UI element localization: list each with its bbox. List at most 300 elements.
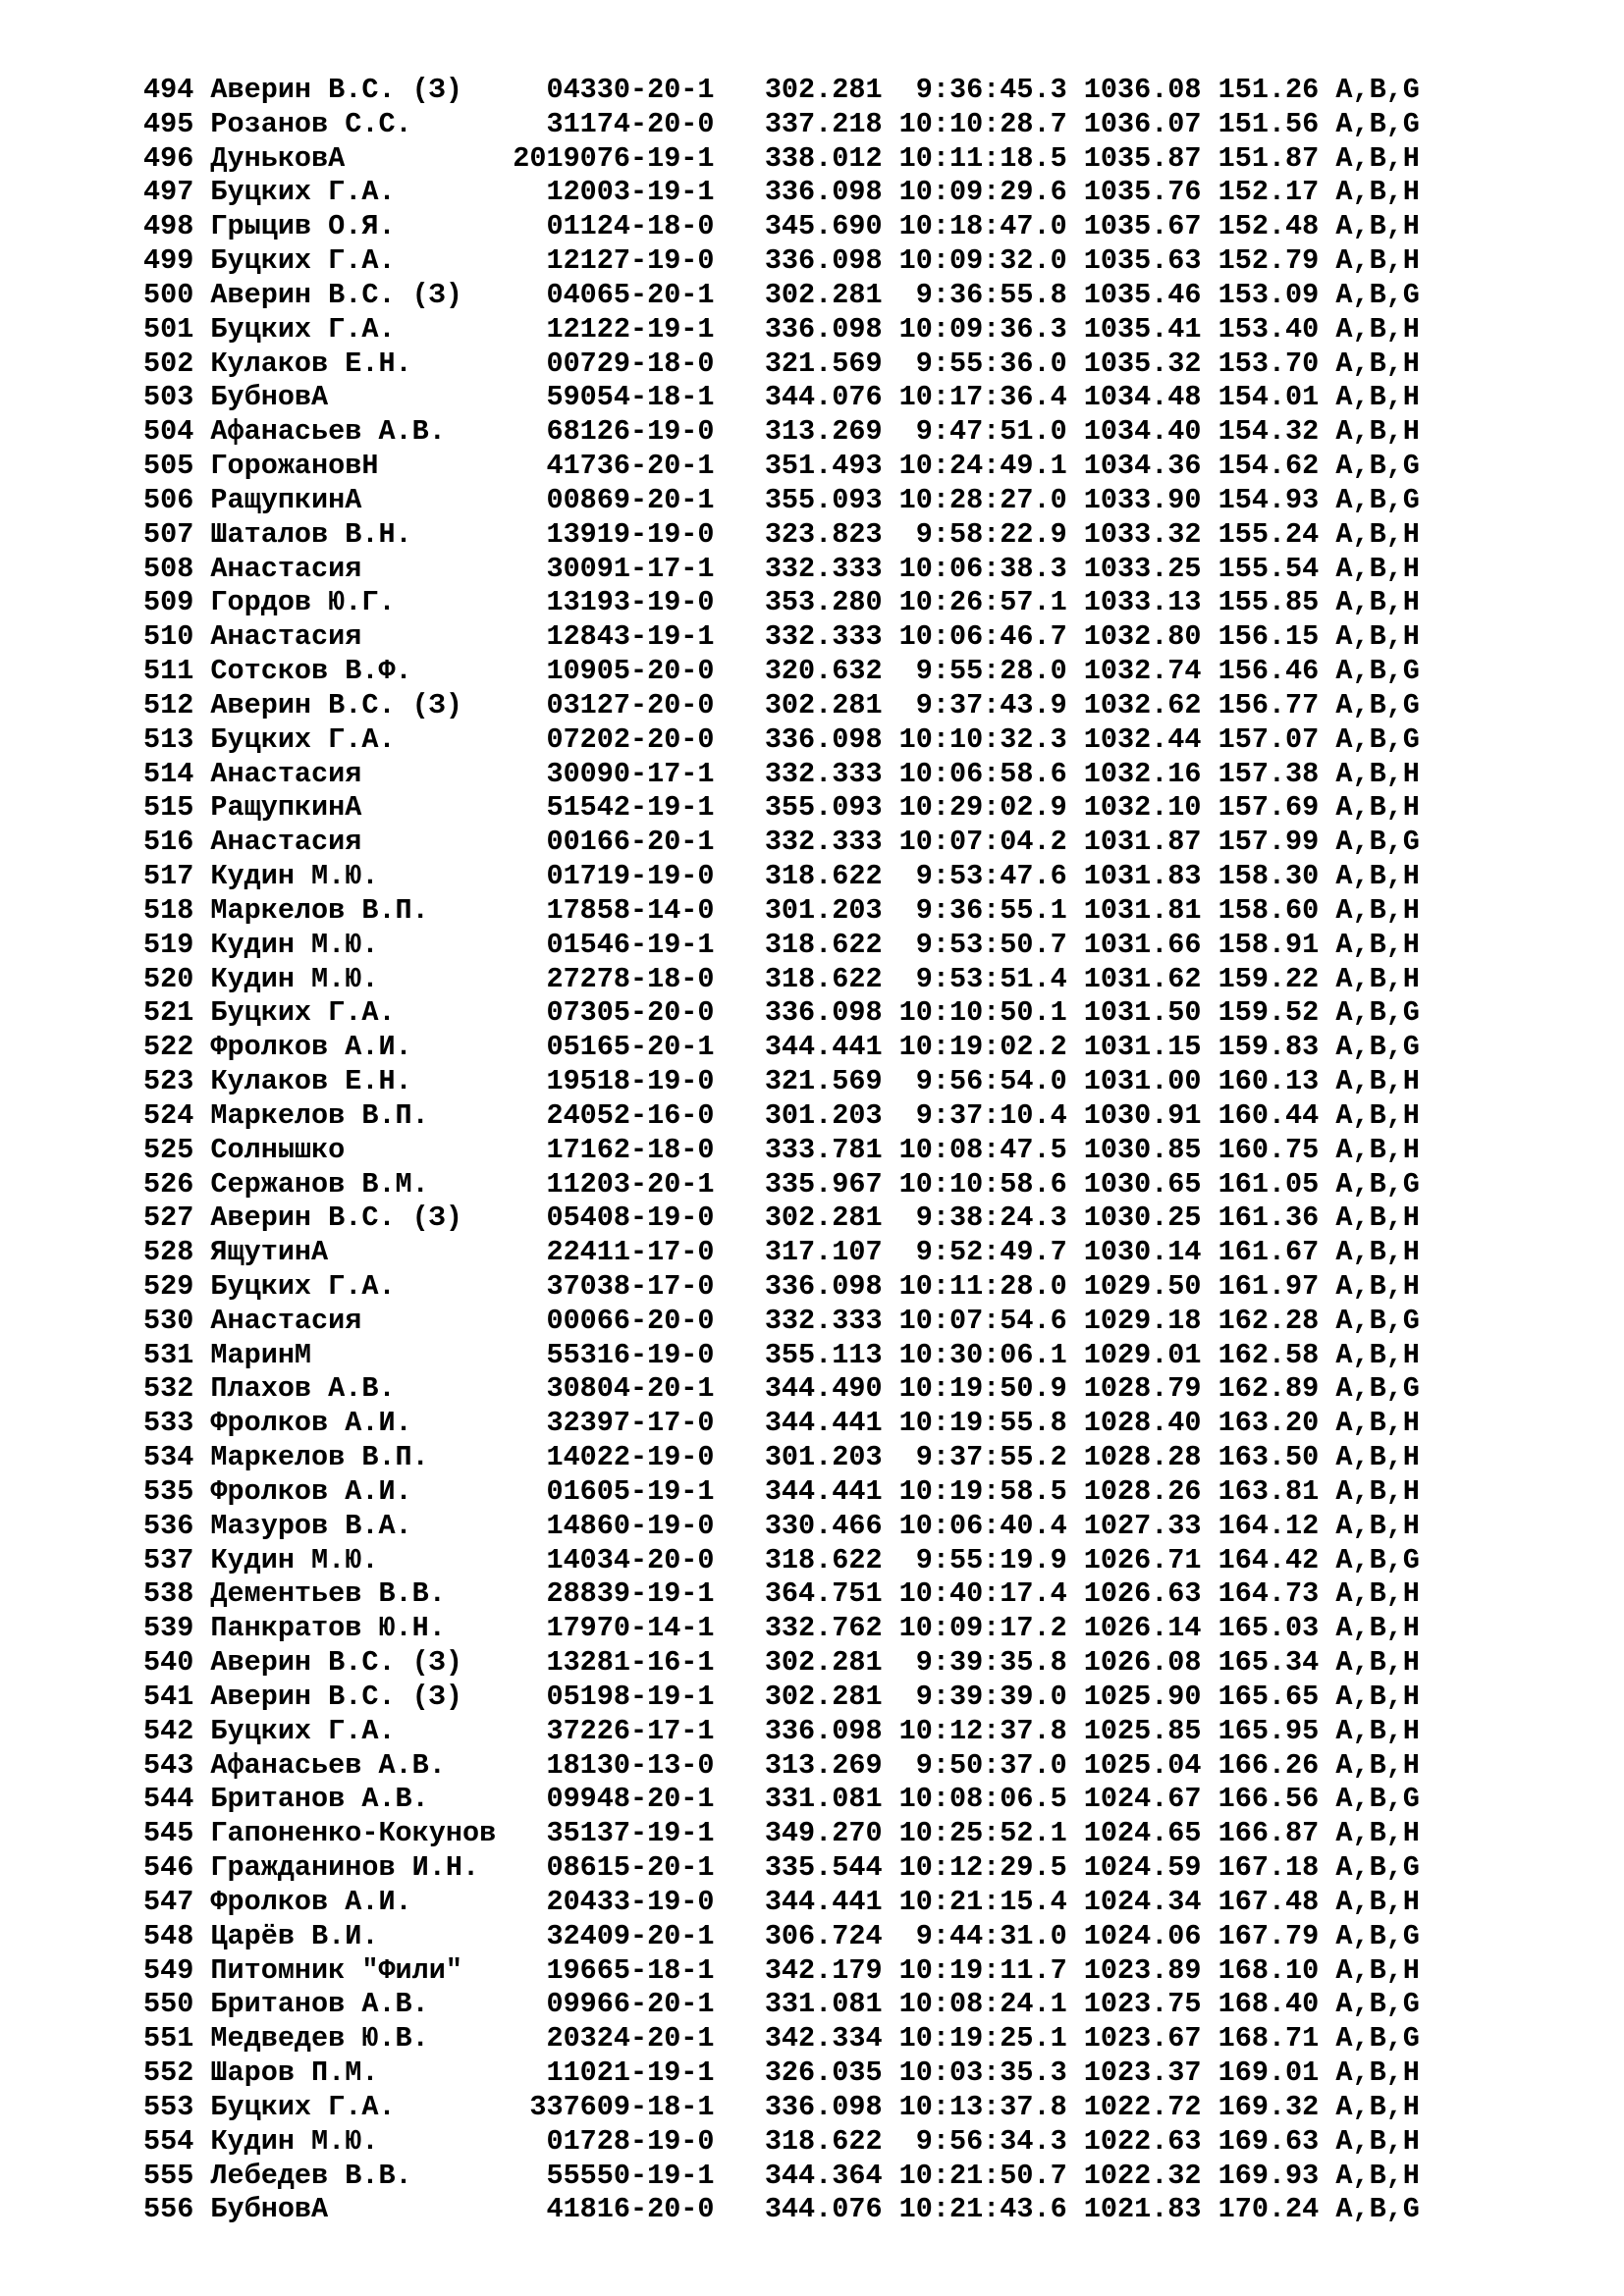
owner-name: Аверин В.С. (З) (210, 1680, 497, 1713)
ring-number: 00869-20-1 (496, 483, 765, 516)
table-row (143, 1099, 1420, 1134)
points: 152.17 (1218, 176, 1336, 209)
rank: 504 (143, 415, 211, 449)
owner-name: Буцких Г.А. (210, 1269, 497, 1303)
owner-name: Кулаков Е.Н. (210, 347, 497, 380)
distance: 336.098 (764, 722, 899, 756)
distance: 336.098 (764, 1714, 899, 1747)
table-row (143, 484, 1420, 518)
arrival-time: 10:19:02.2 (898, 1031, 1084, 1064)
rank: 548 (143, 1919, 211, 1952)
arrival-time: 10:29:02.9 (898, 791, 1084, 825)
distance: 323.823 (764, 517, 899, 551)
class-codes: A,B,H (1335, 962, 1420, 995)
speed: 1028.40 (1083, 1407, 1218, 1440)
ring-number: 05165-20-1 (496, 1031, 765, 1064)
points: 157.07 (1218, 722, 1336, 756)
ring-number: 51542-19-1 (496, 791, 765, 825)
points: 154.62 (1218, 450, 1336, 483)
points: 155.85 (1218, 586, 1336, 619)
owner-name: Буцких Г.А. (210, 176, 497, 209)
class-codes: A,B,H (1335, 381, 1420, 414)
ring-number: 28839-19-1 (496, 1577, 765, 1611)
distance: 318.622 (764, 2124, 899, 2158)
owner-name: Сотсков В.Ф. (210, 655, 497, 688)
distance: 321.569 (764, 1065, 899, 1098)
rank: 498 (143, 210, 211, 243)
distance: 301.203 (764, 1441, 899, 1474)
points: 167.79 (1218, 1919, 1336, 1952)
arrival-time: 9:44:31.0 (898, 1919, 1084, 1952)
speed: 1035.67 (1083, 210, 1218, 243)
rank: 512 (143, 688, 211, 721)
arrival-time: 10:25:52.1 (898, 1817, 1084, 1850)
class-codes: A,B,H (1335, 141, 1420, 175)
owner-name: Буцких Г.А. (210, 244, 497, 278)
owner-name: Маркелов В.П. (210, 1441, 497, 1474)
points: 161.67 (1218, 1236, 1336, 1269)
speed: 1021.83 (1083, 2193, 1218, 2226)
speed: 1030.91 (1083, 1098, 1218, 1132)
ring-number: 13919-19-0 (496, 517, 765, 551)
distance: 342.179 (764, 1953, 899, 1987)
points: 161.97 (1218, 1269, 1336, 1303)
arrival-time: 10:10:28.7 (898, 107, 1084, 140)
distance: 318.622 (764, 860, 899, 893)
rank: 501 (143, 312, 211, 346)
owner-name: Гордов Ю.Г. (210, 586, 497, 619)
points: 154.93 (1218, 483, 1336, 516)
class-codes: A,B,H (1335, 415, 1420, 449)
table-row (143, 74, 1420, 108)
rank: 531 (143, 1338, 211, 1371)
owner-name: БубновА (210, 381, 497, 414)
class-codes: A,B,H (1335, 1065, 1420, 1098)
speed: 1036.08 (1083, 74, 1218, 106)
table-row (143, 586, 1420, 620)
speed: 1032.44 (1083, 722, 1218, 756)
ring-number: 17858-14-0 (496, 893, 765, 927)
class-codes: A,B,G (1335, 1783, 1420, 1816)
class-codes: A,B,H (1335, 2159, 1420, 2192)
ring-number: 14022-19-0 (496, 1441, 765, 1474)
arrival-time: 10:19:58.5 (898, 1474, 1084, 1508)
arrival-time: 9:47:51.0 (898, 415, 1084, 449)
class-codes: A,B,H (1335, 312, 1420, 346)
arrival-time: 10:06:46.7 (898, 620, 1084, 654)
distance: 342.334 (764, 2022, 899, 2056)
class-codes: A,B,H (1335, 2124, 1420, 2158)
ring-number: 01728-19-0 (496, 2124, 765, 2158)
table-row (143, 2193, 1420, 2227)
class-codes: A,B,H (1335, 517, 1420, 551)
distance: 336.098 (764, 176, 899, 209)
distance: 335.967 (764, 1167, 899, 1201)
ring-number: 04065-20-1 (496, 278, 765, 311)
table-row (143, 758, 1420, 792)
table-row (143, 553, 1420, 587)
table-row (143, 1201, 1420, 1236)
rank: 511 (143, 655, 211, 688)
points: 160.75 (1218, 1133, 1336, 1166)
rank: 524 (143, 1098, 211, 1132)
owner-name: Медведев Ю.В. (210, 2022, 497, 2056)
owner-name: Лебедев В.В. (210, 2159, 497, 2192)
class-codes: A,B,H (1335, 1441, 1420, 1474)
distance: 313.269 (764, 415, 899, 449)
ring-number: 13281-16-1 (496, 1646, 765, 1680)
owner-name: Буцких Г.А. (210, 312, 497, 346)
speed: 1028.28 (1083, 1441, 1218, 1474)
points: 156.46 (1218, 655, 1336, 688)
ring-number: 55550-19-1 (496, 2159, 765, 2192)
table-row (143, 1339, 1420, 1373)
distance: 351.493 (764, 450, 899, 483)
distance: 318.622 (764, 962, 899, 995)
ring-number: 59054-18-1 (496, 381, 765, 414)
rank: 537 (143, 1543, 211, 1576)
table-row (143, 860, 1420, 894)
ring-number: 12843-19-1 (496, 620, 765, 654)
class-codes: A,B,G (1335, 1304, 1420, 1337)
arrival-time: 10:21:15.4 (898, 1885, 1084, 1918)
arrival-time: 10:17:36.4 (898, 381, 1084, 414)
owner-name: Анастасия (210, 552, 497, 585)
arrival-time: 10:21:43.6 (898, 2193, 1084, 2226)
owner-name: Кулаков Е.Н. (210, 1065, 497, 1098)
distance: 301.203 (764, 1098, 899, 1132)
table-row (143, 1134, 1420, 1168)
arrival-time: 9:53:50.7 (898, 928, 1084, 961)
points: 158.60 (1218, 893, 1336, 927)
rank: 534 (143, 1441, 211, 1474)
class-codes: A,B,G (1335, 722, 1420, 756)
speed: 1031.15 (1083, 1031, 1218, 1064)
points: 170.24 (1218, 2193, 1336, 2226)
rank: 546 (143, 1851, 211, 1885)
ring-number: 19665-18-1 (496, 1953, 765, 1987)
owner-name: Солнышко (210, 1133, 497, 1166)
class-codes: A,B,G (1335, 450, 1420, 483)
table-row (143, 1954, 1420, 1989)
arrival-time: 9:38:24.3 (898, 1201, 1084, 1235)
speed: 1032.10 (1083, 791, 1218, 825)
table-row (143, 1065, 1420, 1099)
distance: 332.333 (764, 552, 899, 585)
ring-number: 2019076-19-1 (496, 141, 765, 175)
owner-name: Кудин М.Ю. (210, 860, 497, 893)
table-row (143, 210, 1420, 244)
ring-number: 07202-20-0 (496, 722, 765, 756)
points: 151.56 (1218, 107, 1336, 140)
points: 169.93 (1218, 2159, 1336, 2192)
points: 152.48 (1218, 210, 1336, 243)
arrival-time: 9:37:55.2 (898, 1441, 1084, 1474)
rank: 523 (143, 1065, 211, 1098)
points: 163.50 (1218, 1441, 1336, 1474)
table-row (143, 450, 1420, 484)
ring-number: 30091-17-1 (496, 552, 765, 585)
ring-number: 07305-20-0 (496, 996, 765, 1030)
table-row (143, 894, 1420, 929)
distance: 336.098 (764, 244, 899, 278)
table-row (143, 996, 1420, 1031)
table-row (143, 244, 1420, 279)
table-row (143, 689, 1420, 723)
class-codes: A,B,H (1335, 1269, 1420, 1303)
speed: 1035.87 (1083, 141, 1218, 175)
table-row (143, 791, 1420, 826)
class-codes: A,B,G (1335, 1851, 1420, 1885)
distance: 336.098 (764, 2090, 899, 2123)
arrival-time: 9:37:43.9 (898, 688, 1084, 721)
ring-number: 17970-14-1 (496, 1612, 765, 1645)
arrival-time: 10:40:17.4 (898, 1577, 1084, 1611)
rank: 510 (143, 620, 211, 654)
speed: 1022.32 (1083, 2159, 1218, 2192)
speed: 1024.34 (1083, 1885, 1218, 1918)
ring-number: 35137-19-1 (496, 1817, 765, 1850)
points: 159.83 (1218, 1031, 1336, 1064)
arrival-time: 10:09:36.3 (898, 312, 1084, 346)
ring-number: 19518-19-0 (496, 1065, 765, 1098)
points: 169.01 (1218, 2056, 1336, 2090)
distance: 331.081 (764, 1988, 899, 2021)
rank: 544 (143, 1783, 211, 1816)
rank: 552 (143, 2056, 211, 2090)
arrival-time: 10:12:37.8 (898, 1714, 1084, 1747)
class-codes: A,B,H (1335, 1714, 1420, 1747)
ring-number: 37226-17-1 (496, 1714, 765, 1747)
distance: 326.035 (764, 2056, 899, 2090)
class-codes: A,B,H (1335, 620, 1420, 654)
ring-number: 30804-20-1 (496, 1372, 765, 1406)
rank: 529 (143, 1269, 211, 1303)
distance: 313.269 (764, 1748, 899, 1782)
class-codes: A,B,G (1335, 2022, 1420, 2056)
speed: 1033.25 (1083, 552, 1218, 585)
table-row (143, 723, 1420, 758)
speed: 1031.87 (1083, 826, 1218, 859)
distance: 344.076 (764, 2193, 899, 2226)
results-table (143, 74, 1420, 2227)
speed: 1027.33 (1083, 1509, 1218, 1542)
speed: 1031.50 (1083, 996, 1218, 1030)
speed: 1033.90 (1083, 483, 1218, 516)
rank: 509 (143, 586, 211, 619)
rank: 506 (143, 483, 211, 516)
rank: 500 (143, 278, 211, 311)
points: 154.01 (1218, 381, 1336, 414)
class-codes: A,B,H (1335, 1817, 1420, 1850)
speed: 1022.63 (1083, 2124, 1218, 2158)
owner-name: Розанов С.С. (210, 107, 497, 140)
owner-name: Британов А.В. (210, 1988, 497, 2021)
distance: 332.762 (764, 1612, 899, 1645)
arrival-time: 10:07:04.2 (898, 826, 1084, 859)
ring-number: 08615-20-1 (496, 1851, 765, 1885)
distance: 353.280 (764, 586, 899, 619)
owner-name: Кудин М.Ю. (210, 962, 497, 995)
owner-name: Шаров П.М. (210, 2056, 497, 2090)
distance: 302.281 (764, 1201, 899, 1235)
arrival-time: 10:19:55.8 (898, 1407, 1084, 1440)
points: 155.24 (1218, 517, 1336, 551)
rank: 519 (143, 928, 211, 961)
arrival-time: 10:28:27.0 (898, 483, 1084, 516)
rank: 515 (143, 791, 211, 825)
distance: 302.281 (764, 278, 899, 311)
speed: 1031.62 (1083, 962, 1218, 995)
owner-name: МаринМ (210, 1338, 497, 1371)
arrival-time: 9:39:35.8 (898, 1646, 1084, 1680)
distance: 344.490 (764, 1372, 899, 1406)
points: 164.73 (1218, 1577, 1336, 1611)
table-row (143, 1441, 1420, 1475)
arrival-time: 10:11:18.5 (898, 141, 1084, 175)
distance: 321.569 (764, 347, 899, 380)
ring-number: 37038-17-0 (496, 1269, 765, 1303)
class-codes: A,B,H (1335, 2056, 1420, 2090)
arrival-time: 10:10:50.1 (898, 996, 1084, 1030)
speed: 1029.18 (1083, 1304, 1218, 1337)
class-codes: A,B,H (1335, 1133, 1420, 1166)
arrival-time: 10:06:40.4 (898, 1509, 1084, 1542)
arrival-time: 9:50:37.0 (898, 1748, 1084, 1782)
ring-number: 01719-19-0 (496, 860, 765, 893)
arrival-time: 10:19:25.1 (898, 2022, 1084, 2056)
speed: 1025.04 (1083, 1748, 1218, 1782)
ring-number: 09966-20-1 (496, 1988, 765, 2021)
rank: 502 (143, 347, 211, 380)
table-row (143, 279, 1420, 313)
ring-number: 12003-19-1 (496, 176, 765, 209)
ring-number: 18130-13-0 (496, 1748, 765, 1782)
distance: 332.333 (764, 826, 899, 859)
distance: 344.441 (764, 1031, 899, 1064)
class-codes: A,B,H (1335, 210, 1420, 243)
class-codes: A,B,H (1335, 1885, 1420, 1918)
table-row (143, 1544, 1420, 1578)
ring-number: 30090-17-1 (496, 757, 765, 790)
rank: 516 (143, 826, 211, 859)
points: 154.32 (1218, 415, 1336, 449)
speed: 1030.25 (1083, 1201, 1218, 1235)
rank: 507 (143, 517, 211, 551)
speed: 1034.40 (1083, 415, 1218, 449)
rank: 533 (143, 1407, 211, 1440)
rank: 496 (143, 141, 211, 175)
arrival-time: 9:52:49.7 (898, 1236, 1084, 1269)
table-row (143, 620, 1420, 655)
ring-number: 41736-20-1 (496, 450, 765, 483)
distance: 332.333 (764, 757, 899, 790)
speed: 1032.16 (1083, 757, 1218, 790)
rank: 540 (143, 1646, 211, 1680)
class-codes: A,B,G (1335, 996, 1420, 1030)
class-codes: A,B,G (1335, 278, 1420, 311)
speed: 1031.66 (1083, 928, 1218, 961)
class-codes: A,B,H (1335, 176, 1420, 209)
ring-number: 00066-20-0 (496, 1304, 765, 1337)
ring-number: 17162-18-0 (496, 1133, 765, 1166)
arrival-time: 9:55:36.0 (898, 347, 1084, 380)
table-row (143, 1920, 1420, 1954)
rank: 514 (143, 757, 211, 790)
owner-name: ДуньковА (210, 141, 497, 175)
owner-name: Анастасия (210, 757, 497, 790)
owner-name: Анастасия (210, 1304, 497, 1337)
distance: 318.622 (764, 1543, 899, 1576)
distance: 331.081 (764, 1783, 899, 1816)
class-codes: A,B,H (1335, 791, 1420, 825)
owner-name: Шаталов В.Н. (210, 517, 497, 551)
arrival-time: 9:56:54.0 (898, 1065, 1084, 1098)
ring-number: 24052-16-0 (496, 1098, 765, 1132)
table-row (143, 1715, 1420, 1749)
ring-number: 20324-20-1 (496, 2022, 765, 2056)
table-row (143, 1817, 1420, 1851)
rank: 526 (143, 1167, 211, 1201)
class-codes: A,B,H (1335, 1509, 1420, 1542)
table-row (143, 929, 1420, 963)
speed: 1026.14 (1083, 1612, 1218, 1645)
owner-name: Анастасия (210, 826, 497, 859)
owner-name: Анастасия (210, 620, 497, 654)
rank: 550 (143, 1988, 211, 2021)
owner-name: Аверин В.С. (З) (210, 1201, 497, 1235)
ring-number: 12127-19-0 (496, 244, 765, 278)
table-row (143, 2160, 1420, 2194)
points: 164.42 (1218, 1543, 1336, 1576)
rank: 555 (143, 2159, 211, 2192)
class-codes: A,B,G (1335, 2193, 1420, 2226)
table-row (143, 1577, 1420, 1612)
owner-name: Фролков А.И. (210, 1474, 497, 1508)
speed: 1036.07 (1083, 107, 1218, 140)
distance: 349.270 (764, 1817, 899, 1850)
ring-number: 14860-19-0 (496, 1509, 765, 1542)
rank: 494 (143, 74, 211, 106)
ring-number: 00729-18-0 (496, 347, 765, 380)
points: 156.77 (1218, 688, 1336, 721)
ring-number: 05408-19-0 (496, 1201, 765, 1235)
rank: 549 (143, 1953, 211, 1987)
table-row (143, 1749, 1420, 1784)
arrival-time: 9:36:55.1 (898, 893, 1084, 927)
points: 157.99 (1218, 826, 1336, 859)
speed: 1029.01 (1083, 1338, 1218, 1371)
table-row (143, 347, 1420, 382)
speed: 1035.41 (1083, 312, 1218, 346)
rank: 536 (143, 1509, 211, 1542)
owner-name: Дементьев В.В. (210, 1577, 497, 1611)
ring-number: 13193-19-0 (496, 586, 765, 619)
owner-name: Фролков А.И. (210, 1031, 497, 1064)
owner-name: Фролков А.И. (210, 1407, 497, 1440)
rank: 505 (143, 450, 211, 483)
speed: 1034.48 (1083, 381, 1218, 414)
table-row (143, 963, 1420, 997)
table-row (143, 1270, 1420, 1305)
speed: 1028.79 (1083, 1372, 1218, 1406)
owner-name: Аверин В.С. (З) (210, 74, 497, 106)
owner-name: Аверин В.С. (З) (210, 1646, 497, 1680)
rank: 528 (143, 1236, 211, 1269)
table-row (143, 1236, 1420, 1270)
class-codes: A,B,G (1335, 1031, 1420, 1064)
owner-name: Кудин М.Ю. (210, 2124, 497, 2158)
